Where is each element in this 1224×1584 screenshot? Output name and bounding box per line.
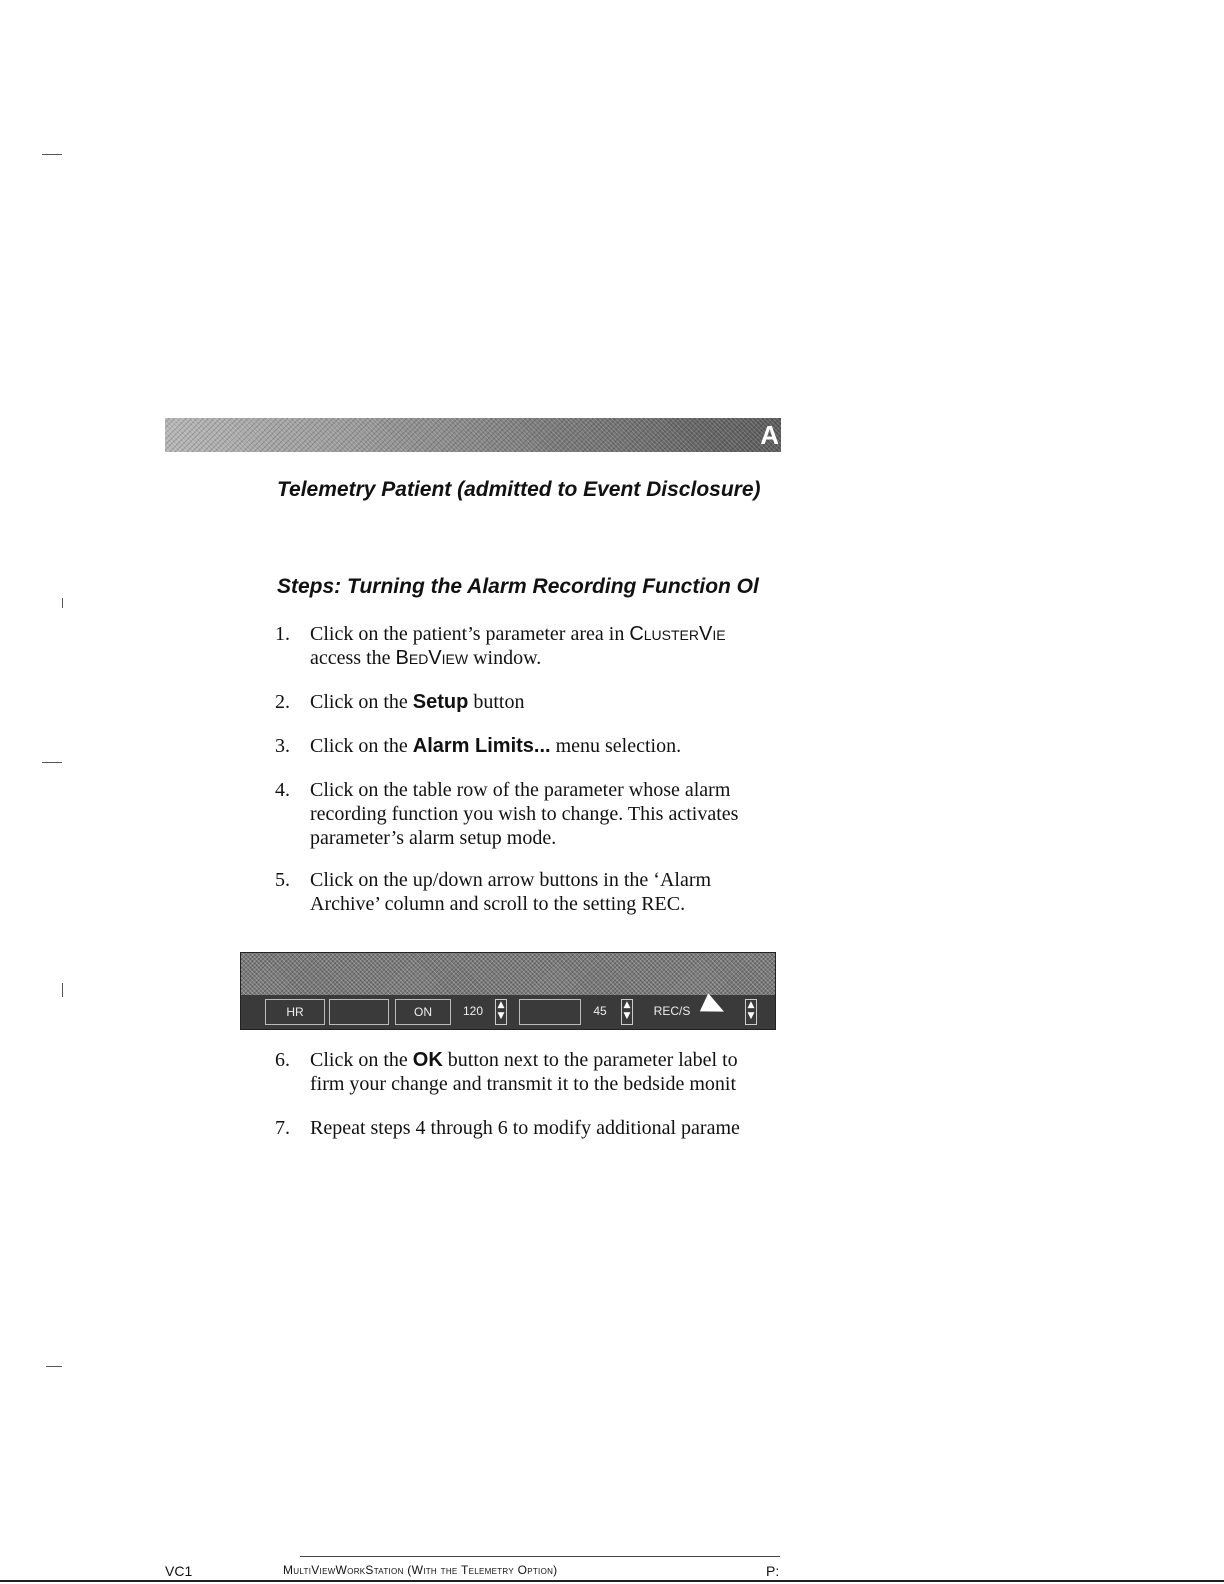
step-text	[310, 1116, 780, 1140]
step-number: 1.	[275, 623, 290, 645]
step-number: 5.	[275, 869, 290, 891]
step-line	[310, 1048, 780, 1072]
scan-mark	[42, 154, 62, 155]
section-header-bar	[165, 418, 781, 452]
window-name: BedView	[395, 647, 469, 669]
step-line	[310, 646, 780, 670]
scan-mark	[62, 598, 63, 608]
down-arrow-icon: ▼	[747, 1011, 755, 1021]
step-line	[310, 892, 780, 916]
ui-term: Alarm Limits...	[412, 735, 551, 757]
low-limit-cell: 45	[593, 1004, 607, 1018]
step-number: 2.	[275, 691, 290, 713]
scan-mark	[42, 762, 62, 763]
step-line	[310, 868, 780, 892]
step-line	[310, 778, 780, 802]
step-text-run: access the	[310, 647, 396, 669]
step-text-run: Click on the up/down arrow buttons in the ‘Alarm	[310, 869, 712, 891]
alarm-limits-screenshot	[240, 952, 776, 1030]
alarm-on-cell: ON	[395, 999, 451, 1025]
down-arrow-icon: ▼	[497, 1011, 505, 1021]
low-limit-spinner	[621, 999, 633, 1025]
param-label-cell: HR	[265, 999, 325, 1025]
footer-page: P:	[766, 1563, 780, 1579]
page-bottom-rule	[0, 1580, 1224, 1582]
step-text	[310, 868, 780, 916]
ok-button-cell	[329, 999, 389, 1025]
archive-setting-cell: REC/S	[653, 1004, 691, 1018]
page-subtitle: Telemetry Patient (admitted to Event Disclosure)	[277, 478, 761, 501]
high-limit-spinner	[495, 999, 507, 1025]
blank-cell	[519, 999, 581, 1025]
step-text-run: button next to the parameter label to	[442, 1049, 738, 1071]
step-text	[310, 1048, 780, 1096]
step-text	[310, 778, 780, 850]
step-number: 6.	[275, 1049, 290, 1071]
step-text-run: parameter’s alarm setup mode.	[310, 827, 557, 849]
step-text	[310, 690, 780, 714]
step-text-run: menu selection.	[550, 735, 682, 757]
step-text-run: Repeat steps 4 through 6 to modify additional parame	[310, 1117, 740, 1139]
scan-mark	[46, 1366, 62, 1367]
steps-heading: Steps: Turning the Alarm Recording Function Ol	[277, 575, 759, 598]
step-text-run: Click on the patient’s parameter area in	[310, 623, 630, 645]
step-line	[310, 734, 780, 758]
step-text-run: Click on the table row of the parameter whose alarm	[310, 779, 731, 801]
step-text	[310, 622, 780, 670]
ui-term: Setup	[412, 691, 469, 713]
down-arrow-icon: ▼	[623, 1011, 631, 1021]
step-line	[310, 1116, 780, 1140]
step-number: 4.	[275, 779, 290, 801]
step-line	[310, 802, 780, 826]
window-name: ClusterVie	[629, 623, 726, 645]
step-text	[310, 734, 780, 758]
step-text-run: Click on the	[310, 691, 413, 713]
step-line	[310, 690, 780, 714]
high-limit-cell: 120	[462, 1004, 484, 1018]
footer-title: MultiViewWorkStation (With the Telemetry Option)	[283, 1563, 558, 1577]
ui-term: OK	[412, 1049, 443, 1071]
step-text-run: Click on the	[310, 735, 413, 757]
step-text-run: firm your change and transmit it to the bedside monit	[310, 1073, 737, 1095]
step-text-run: recording function you wish to change. This activates	[310, 803, 739, 825]
up-arrow-icon: ▲	[623, 1000, 631, 1010]
up-arrow-icon: ▲	[747, 1000, 755, 1010]
alarm-limits-row	[241, 995, 775, 1029]
step-number: 3.	[275, 735, 290, 757]
footer-left: VC1	[165, 1563, 193, 1579]
step-line	[310, 622, 780, 646]
scan-mark	[62, 983, 63, 997]
step-line	[310, 826, 780, 850]
step-text-run: Click on the	[310, 1049, 413, 1071]
section-header-letter: A	[760, 420, 779, 450]
step-text-run: Archive’ column and scroll to the setting REC.	[310, 893, 686, 915]
step-line	[310, 1072, 780, 1096]
up-arrow-icon: ▲	[497, 1000, 505, 1010]
archive-spinner	[745, 999, 757, 1025]
step-number: 7.	[275, 1117, 290, 1139]
step-text-run: button	[468, 691, 525, 713]
footer-rule	[300, 1556, 780, 1557]
step-text-run: window.	[468, 647, 542, 669]
